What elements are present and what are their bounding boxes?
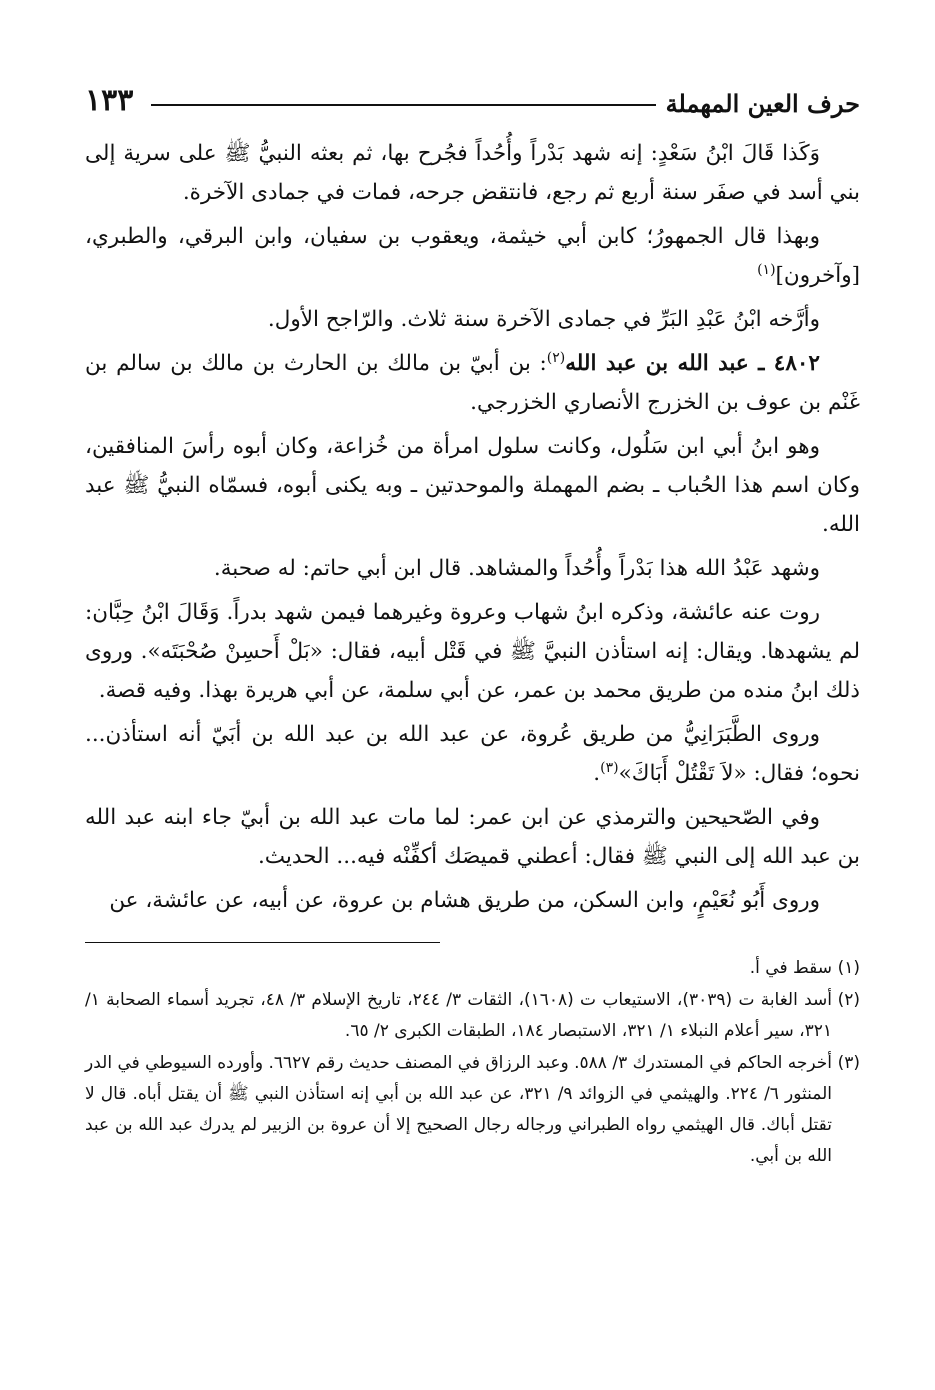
paragraph [85,217,860,295]
entry-text: : بن أبيّ بن مالك بن الحارث بن مالك بن سالم بن غَنْم بن عوف بن الخزرج الأنصاري الخزرجي. [85,351,860,415]
paragraph-text: وروى الطَّبَرَانِيُّ من طريق عُروة، عن عبد الله بن عبد الله بن أبَيّ أنه استأذن... نحوه؛ فقال: «لاَ تَقْتُلْ أَبَاكَ» [85,722,860,786]
footnotes [85,953,860,1172]
footnote-text: سقط في أ. [749,958,832,978]
paragraph: وَكَذا قَالَ ابْنُ سَعْدٍ: إنه شهد بَدْراً وأُحُداً فجُرح بها، ثم بعثه النبيُّ ﷺ على سرية إلى بني أسد في صفَر سنة أربع ثم رجع، فانتقض جرحه، فمات في جمادى الآخرة. [85,141,860,205]
footnote-separator [85,942,440,943]
footnote-number: (١) [837,958,860,978]
footnote-number: (٣) [837,1053,860,1073]
footnote-ref: (١) [757,261,776,278]
footnote-text: أسد الغابة ت (٣٠٣٩)، الاستيعاب ت (١٦٠٨)، الثقات ٣/ ٢٤٤، تاريخ الإسلام ٣/ ٤٨، تجريد أسماء الصحابة ١/ ٣٢١، سير أعلام النبلاء ١/ ٣٢١، الاستبصار ١٨٤، الطبقات الكبرى ٢/ ٦٥. [85,990,832,1041]
paragraph-end: . [593,761,601,786]
footnote-ref: (٣) [600,759,619,776]
entry-paragraph [85,344,860,422]
main-text [85,134,860,920]
paragraph-text: وبهذا قال الجمهورُ؛ كابن أبي خيثمة، ويعقوب بن سفيان، وابن البرقي، والطبري، [وآخرون] [85,224,860,288]
footnote-number: (٢) [837,990,860,1010]
footnote-ref: (٢) [546,349,566,366]
paragraph: وفي الصّحيحين والترمذي عن ابن عمر: لما مات عبد الله بن أبيّ جاء ابنه عبد الله بن عبد الله إلى النبي ﷺ فقال: أعطني قميصَك أكفِّنْه فيه... الحديث. [85,805,860,869]
page-number: ١٣٣ [85,83,134,118]
footnote-text: أخرجه الحاكم في المستدرك ٣/ ٥٨٨. وعبد الرزاق في المصنف حديث رقم ٦٦٢٧. وأورده السيوطي في الدر المنثور ٦/ ٢٢٤. والهيثمي في الزوائد ٩/ ٣٢١، عن عبد الله بن أبي إنه استأذن النبي ﷺ أن يقتل أباه. قال لا تقتل أباك. قال الهيثمي رواه الطبراني ورجاله رجال الصحيح إلا أن عروة بن الزبير لم يدرك عبد الله بن عبد الله بن أبي. [85,1053,833,1166]
paragraph: وروى أَبُو نُعَيْمٍ، وابن السكن، من طريق هشام بن عروة، عن أبيه، عن عائشة، عن [109,888,820,913]
paragraph: وشهد عَبْدُ الله هذا بَدْراً وأُحُداً والمشاهد. قال ابن أبي حاتم: له صحبة. [213,556,820,581]
header-rule [151,104,655,106]
entry-heading: ٤٨٠٢ ـ عبد الله بن عبد الله [565,351,820,376]
paragraph [85,715,860,793]
paragraph: روت عنه عائشة، وذكره ابنُ شهاب وعروة وغيرهما فيمن شهد بدراً. وَقَالَ ابْنُ حِبَّان: لم يشهدها. ويقال: إنه استأذن النبيَّ ﷺ في قَتْل أبيه، فقال: «بَلْ أَحسِنْ صُحْبَتَه». وروى ذلك ابنُ منده من طريق محمد بن عمر، عن أبي سلمة، عن أبي هريرة بهذا. وفيه قصة. [85,600,860,703]
footnote [85,985,860,1047]
footnote [85,1048,860,1172]
paragraph: وأرَّخه ابْنُ عَبْدِ البَرِّ في جمادى الآخرة سنة ثلاث. والرّاجح الأول. [267,307,820,332]
paragraph: وهو ابنُ أبي ابن سَلُول، وكانت سلول امرأة من خُزاعة، وكان أبوه رأسَ المنافقين، وكان اسم هذا الحُباب ـ بضم المهملة والموحدتين ـ وبه يكنى أبوه، فسمّاه النبيُّ ﷺ عبد الله. [85,434,860,537]
footnote [85,953,860,984]
page-header [85,78,860,118]
running-title: حرف العين المهملة [665,89,860,118]
